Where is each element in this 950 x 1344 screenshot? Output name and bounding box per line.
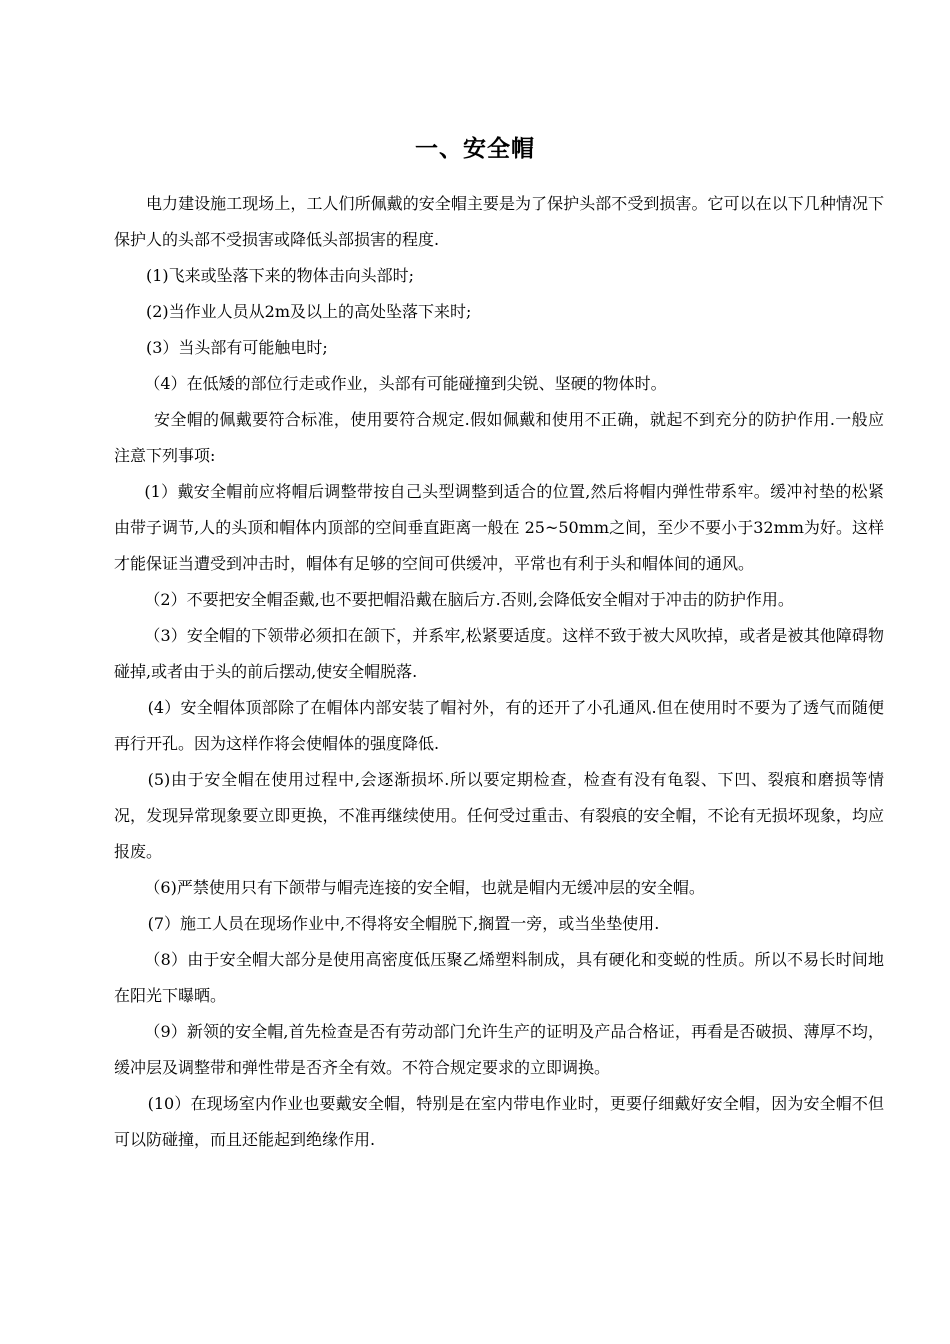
paragraph-rule-2: （2）不要把安全帽歪戴,也不要把帽沿戴在脑后方.否则,会降低安全帽对于冲击的防护作用。 — [144, 590, 794, 609]
paragraph-case-3: (3）当头部有可能触电时; — [146, 338, 328, 357]
paragraph-rule-8: （8）由于安全帽大部分是使用高密度低压聚乙烯塑料制成，具有硬化和变蜕的性质。所以不易长时间地在阳光下曝晒。 — [114, 950, 884, 1005]
paragraph-case-4: （4）在低矮的部位行走或作业，头部有可能碰撞到尖锐、坚硬的物体时。 — [144, 374, 667, 393]
paragraph-rule-9: （9）新领的安全帽,首先检查是否有劳动部门允许生产的证明及产品合格证，再看是否破损、薄厚不均，缓冲层及调整带和弹性带是否齐全有效。不符合规定要求的立即调换。 — [114, 1022, 884, 1077]
paragraph-rule-7: (7）施工人员在现场作业中,不得将安全帽脱下,搁置一旁，或当坐垫使用. — [147, 914, 660, 933]
document-body — [114, 186, 884, 1158]
paragraph-case-2: (2)当作业人员从2m及以上的高处坠落下来时; — [146, 302, 472, 321]
paragraph-rule-1: (1）戴安全帽前应将帽后调整带按自己头型调整到适合的位置,然后将帽内弹性带系牢。缓冲衬垫的松紧由带子调节,人的头顶和帽体内顶部的空间垂直距离一般在 25~50mm之间，至少不要小于32mm为好。这样才能保证当遭受到冲击时，帽体有足够的空间可供缓冲，平常也有利于头和帽体间的通风。 — [114, 482, 884, 573]
paragraph-rule-5: (5)由于安全帽在使用过程中,会逐渐损坏.所以要定期检查，检查有没有龟裂、下凹、裂痕和磨损等情况，发现异常现象要立即更换，不准再继续使用。任何受过重击、有裂痕的安全帽，不论有无损坏现象，均应报废。 — [114, 770, 884, 861]
paragraph-case-1: (1)飞来或坠落下来的物体击向头部时; — [146, 266, 415, 285]
paragraph-rule-6: （6)严禁使用只有下颌带与帽壳连接的安全帽，也就是帽内无缓冲层的安全帽。 — [144, 878, 705, 897]
paragraph-rule-4: (4）安全帽体顶部除了在帽体内部安装了帽衬外，有的还开了小孔通风.但在使用时不要为了透气而随便再行开孔。因为这样作将会使帽体的强度降低. — [114, 698, 884, 753]
paragraph-rule-10: (10）在现场室内作业也要戴安全帽，特别是在室内带电作业时，更要仔细戴好安全帽，因为安全帽不但可以防碰撞，而且还能起到绝缘作用. — [114, 1094, 884, 1149]
paragraph-usage-intro: 安全帽的佩戴要符合标准，使用要符合规定.假如佩戴和使用不正确，就起不到充分的防护作用.一般应注意下列事项: — [114, 410, 884, 465]
paragraph-intro: 电力建设施工现场上，工人们所佩戴的安全帽主要是为了保护头部不受到损害。它可以在以下几种情况下保护人的头部不受损害或降低头部损害的程度. — [114, 194, 884, 249]
paragraph-rule-3: （3）安全帽的下领带必须扣在颌下，并系牢,松紧要适度。这样不致于被大风吹掉，或者是被其他障碍物碰掉,或者由于头的前后摆动,使安全帽脱落. — [114, 626, 884, 681]
document-title: 一、安全帽 — [415, 135, 535, 162]
